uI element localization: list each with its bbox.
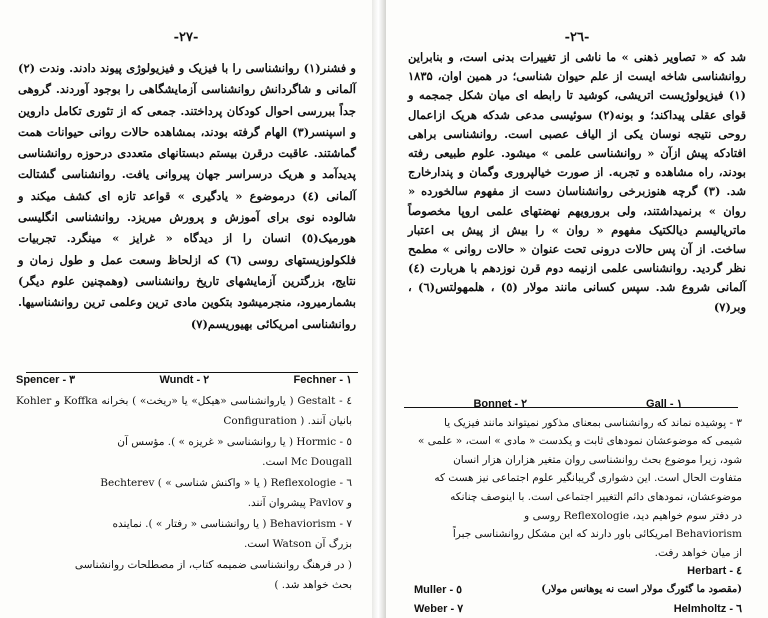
left-page — [0, 0, 372, 618]
footnote-line: در دفتر سوم خواهیم دید، Reflexologie روسی و — [524, 509, 742, 522]
right-page — [386, 0, 768, 618]
footnote-line: ۳ - پوشیده نماند که روانشناسی بمعنای مذکور نمیتواند مانند فیزیک یا — [444, 416, 742, 429]
footnote-names-row — [414, 562, 742, 581]
footnote-line: بحث خواهد شد. ) — [274, 579, 352, 591]
footnote-name: Bonnet - ۲ — [473, 398, 528, 410]
footnote-line: و Pavlov پیشروان آنند. — [247, 497, 352, 509]
footnote-line: موضوعشان، نمودهای دائم التغییر اجتماعی است. با اینوصف چنانکه — [450, 490, 742, 503]
footnote-name: Wundt - ۲ — [159, 374, 210, 386]
page-number: -۲٦- — [564, 30, 590, 45]
footnote-line: ٤ - Gestalt ( یاروانشناسی «هیکل» یا «ریخت» ) بخرانه Koffka و Kohler بانیان آنند. ( Configuration — [16, 394, 352, 427]
footnote-names-row — [414, 395, 742, 414]
footnote-line: ۷ - Behaviorism ( یا روانشناسی « رفتار » ). نماینده — [112, 517, 352, 530]
footnote-line: بزرگ آن Watson است. — [243, 538, 352, 550]
book-gutter — [372, 0, 386, 618]
footnote-line: شود، زیرا موضوع بحث روانشناسی روان متغیر هزاران هزار انسان — [453, 453, 742, 466]
footnote-line: ٥ - Hormic ( یا روانشناسی « غریزه » ). مؤسس آن — [117, 435, 352, 448]
footnotes — [16, 370, 352, 596]
footnote-line: Mc Dougall است. — [262, 456, 352, 468]
footnote-line: متفاوت الحال است. این دشواری گریبانگیر علوم اجتماعی نیز هست که — [434, 472, 742, 485]
footnote-name: Weber - ۷ — [414, 602, 464, 615]
footnote-name: Helmholtz - ٦ — [673, 602, 742, 615]
footnote-name: (مقصود ما گئورگ مولار است نه یوهانس مولار) — [541, 583, 742, 595]
footnote-names-row — [414, 600, 742, 618]
footnote-line: از میان خواهد رفت. — [654, 546, 742, 559]
footnote-line: ٦ - Reflexologie ( یا « واکنش شناسی » ) Bechterev — [100, 476, 352, 489]
footnote-name: Herbart - ٤ — [687, 565, 742, 578]
footnote-line: ( در فرهنگ روانشناسی ضمیمه کتاب، از مصطلحات روانشناسی — [74, 558, 352, 571]
footnote-names-row — [414, 581, 742, 600]
body-text: و فشنر(۱) روانشناسی را با فیزیک و فیزیولوژی پیوند دادند. وندت (۲) آلمانی و شاگردانش روانشناسی آزمایشگاهی را بوجود آوردند. گروهی جداً ببررسی احوال کودکان پرداختند. جمعی که از تئوری تکامل داروین و اسپنسر(۳) الهام گرفته بودند، بمشاهده حالات روانی حیوانات همت گماشتند. عاقبت درقرن بیستم دبستانهای متعددی درحوزه روانشناسی پدیدآمد و هریک درسراسر جهان پیروانی یافت. روانشناسی گشتالت آلمانی (٤) درموضوع « یادگیری » قواعد تازه ای کشف میکند و شالوده نوی برای آموزش و پرورش میریزد. روانشناسی انگلیسی هورمیک(٥) انسان را از دیدگاه « غرایز » مینگرد. تجربیات فلکولوزیستهای روسی (٦) که ازلحاظ وسعت عمل و طول زمان و نتایج، بزرگترین آزمایشهای تاریخ روانشناسی (وهمچنین علوم دیگر) بشمارمیرود، منجرمیشود بتکوین مادی ترین وعلمی ترین روانشناسیها. روانشناسی امریکائی بهیوریسم(۷) — [18, 61, 356, 331]
footnotes — [414, 395, 742, 618]
body-text: شد که « تصاویر ذهنی » ما ناشی از تغییرات بدنی است، و بنابراین روانشناسی شاخه ایست از علم حیوان شناسی؛ در همین اوان، ۱۸۳۵ (۱) فیزیولوژیست اتریشی، کوشید تا رابطه ای میان شکل جمجمه و قوای عقلی پیداکند؛ و بونه(۲) سوئیسی مدعی شدکه هریک ازاعمال روحی نتیجه نوسان یکی از الیاف عصبی است. روانشناسی براهی افتادکه پیش ازآن « روانشناسی علمی » میشود. علوم طبیعی رفته بودند، راه مشاهده و تجربه. از صورت خیالپروری وگمان و پندارخارج شد. (۳) گرچه هنوزبرخی روانشناسان دست از مفهوم سالخورده « روان » برنمیداشتند، ولی برورویهم نهضتهای علمی اروپا مخصوصاً ماتریالیسم دیالکتیک مفهوم « روان » را بیش از پیش بی اعتبار ساخت. از آن پس حالات درونی تحت عنوان « حالات روانی » مطمح نظر گردید. روانشناسی علمی ازنیمه دوم قرن نوزدهم با هربارت (٤) آلمانی شروع شد. سپس کسانی مانند مولار (٥) ، هلمهولتس(٦) ، وبر(۷) — [408, 50, 747, 314]
footnote-name: Gall - ۱ — [646, 398, 683, 410]
footnote-name: Muller - ٥ — [414, 583, 463, 596]
footnote-line: Behaviorism امریکائی باور دارند که این مشکل روانشناسی جبراً — [452, 528, 742, 541]
page-number: -۲۷- — [173, 30, 199, 45]
footnote-names-row — [16, 370, 352, 391]
footnote-line: شیمی که موضوعشان نمودهای ثابت و یکدست « مادی » است، « علمی » — [418, 435, 742, 448]
footnote-name: Fechner - ۱ — [293, 374, 352, 386]
footnote-name: Spencer - ۳ — [16, 374, 76, 386]
